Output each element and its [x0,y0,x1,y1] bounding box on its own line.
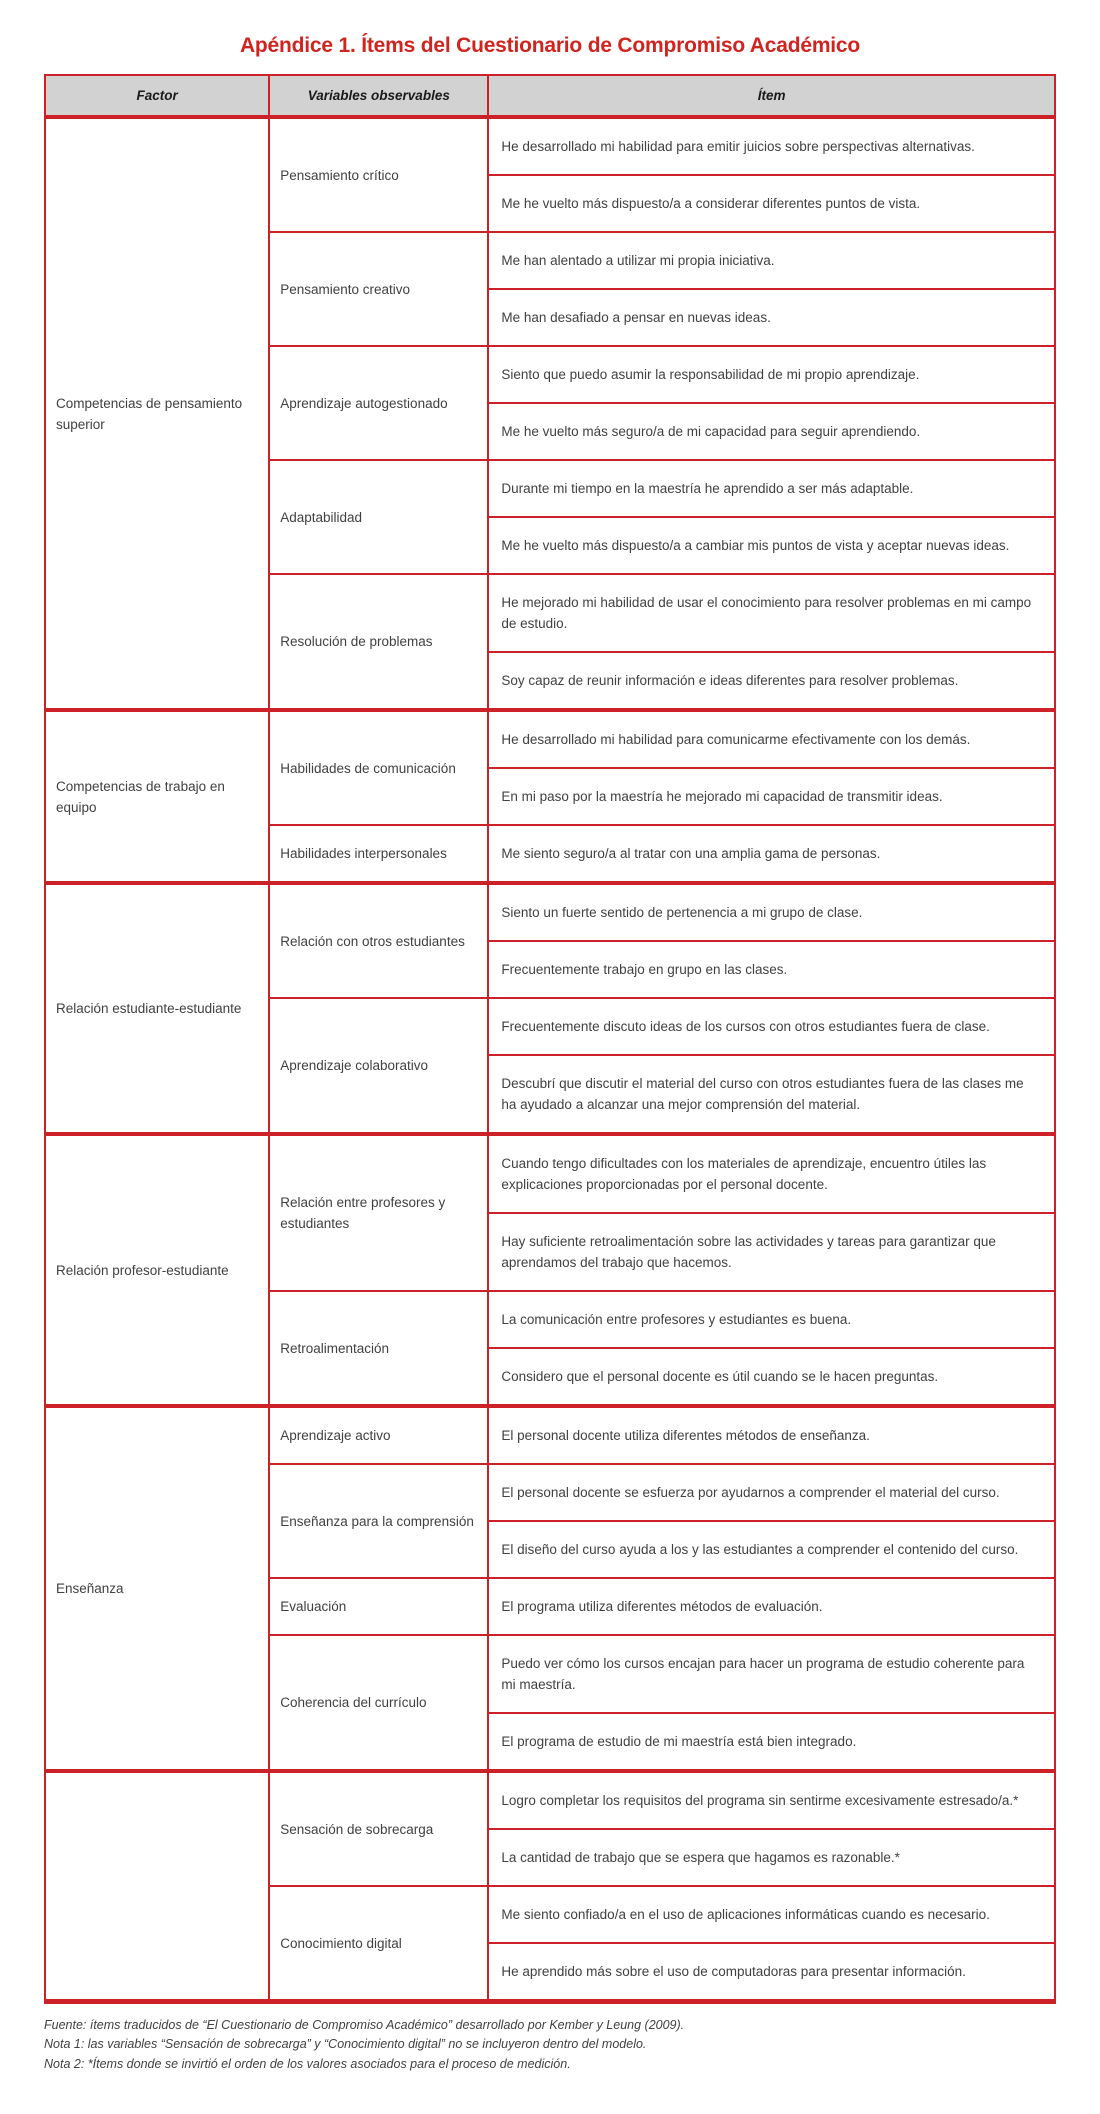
factor-cell [45,1771,269,2002]
variable-cell: Resolución de problemas [269,574,488,710]
item-cell: Cuando tengo dificultades con los materiales de aprendizaje, encuentro útiles las explicaciones proporcionadas por el personal docente. [488,1134,1055,1213]
table-row [45,710,1055,768]
variable-cell: Conocimiento digital [269,1886,488,2002]
item-cell: Me siento seguro/a al tratar con una amplia gama de personas. [488,825,1055,883]
factor-cell: Relación profesor-estudiante [45,1134,269,1406]
item-cell: Descubrí que discutir el material del curso con otros estudiantes fuera de las clases me ha ayudado a alcanzar una mejor comprensión del material. [488,1055,1055,1134]
item-cell: Siento que puedo asumir la responsabilidad de mi propio aprendizaje. [488,346,1055,403]
item-cell: He desarrollado mi habilidad para emitir juicios sobre perspectivas alternativas. [488,117,1055,175]
table-row [45,117,1055,175]
variable-cell: Aprendizaje colaborativo [269,998,488,1134]
factor-cell: Enseñanza [45,1406,269,1771]
item-cell: El diseño del curso ayuda a los y las estudiantes a comprender el contenido del curso. [488,1521,1055,1578]
variable-cell: Pensamiento creativo [269,232,488,346]
variable-cell: Aprendizaje autogestionado [269,346,488,460]
item-cell: Hay suficiente retroalimentación sobre las actividades y tareas para garantizar que aprendamos del trabajo que hacemos. [488,1213,1055,1291]
item-cell: Siento un fuerte sentido de pertenencia a mi grupo de clase. [488,883,1055,941]
footnotes [44,2016,1056,2074]
item-cell: Me siento confiado/a en el uso de aplicaciones informáticas cuando es necesario. [488,1886,1055,1943]
variable-cell: Evaluación [269,1578,488,1635]
table-body [45,117,1055,2002]
variable-cell: Habilidades interpersonales [269,825,488,883]
item-cell: Me han desafiado a pensar en nuevas ideas. [488,289,1055,346]
item-cell: He desarrollado mi habilidad para comunicarme efectivamente con los demás. [488,710,1055,768]
item-cell: La comunicación entre profesores y estudiantes es buena. [488,1291,1055,1348]
item-cell: Frecuentemente trabajo en grupo en las clases. [488,941,1055,998]
footnote-note1: Nota 1: las variables “Sensación de sobrecarga” y “Conocimiento digital” no se incluyeron dentro del modelo. [44,2037,647,2052]
item-cell: En mi paso por la maestría he mejorado mi capacidad de transmitir ideas. [488,768,1055,825]
item-cell: El personal docente se esfuerza por ayudarnos a comprender el material del curso. [488,1464,1055,1521]
item-cell: Puedo ver cómo los cursos encajan para hacer un programa de estudio coherente para mi maestría. [488,1635,1055,1713]
variable-cell: Coherencia del currículo [269,1635,488,1771]
col-header-factor: Factor [45,75,269,117]
table-row [45,1406,1055,1464]
factor-cell: Competencias de pensamiento superior [45,117,269,710]
variable-cell: Relación entre profesores y estudiantes [269,1134,488,1291]
variable-cell: Retroalimentación [269,1291,488,1406]
item-cell: Soy capaz de reunir información e ideas diferentes para resolver problemas. [488,652,1055,710]
variable-cell: Adaptabilidad [269,460,488,574]
variable-cell: Sensación de sobrecarga [269,1771,488,1886]
item-cell: La cantidad de trabajo que se espera que hagamos es razonable.* [488,1829,1055,1886]
item-cell: He aprendido más sobre el uso de computadoras para presentar información. [488,1943,1055,2002]
item-cell: Me he vuelto más seguro/a de mi capacidad para seguir aprendiendo. [488,403,1055,460]
table-header [45,75,1055,117]
table-row [45,1134,1055,1213]
variable-cell: Pensamiento crítico [269,117,488,232]
item-cell: Frecuentemente discuto ideas de los cursos con otros estudiantes fuera de clase. [488,998,1055,1055]
variable-cell: Relación con otros estudiantes [269,883,488,998]
table-row [45,883,1055,941]
col-header-variables: Variables observables [269,75,488,117]
variable-cell: Aprendizaje activo [269,1406,488,1464]
item-cell: El programa utiliza diferentes métodos de evaluación. [488,1578,1055,1635]
footnote-source: Fuente: ítems traducidos de “El Cuestionario de Compromiso Académico” desarrollado por Kember y Leung (2009). [44,2018,685,2032]
header-row [45,75,1055,117]
item-cell: Logro completar los requisitos del programa sin sentirme excesivamente estresado/a.* [488,1771,1055,1829]
variable-cell: Enseñanza para la comprensión [269,1464,488,1578]
item-cell: He mejorado mi habilidad de usar el conocimiento para resolver problemas en mi campo de estudio. [488,574,1055,652]
appendix-title: Apéndice 1. Ítems del Cuestionario de Compromiso Académico [239,34,861,57]
item-cell: El programa de estudio de mi maestría está bien integrado. [488,1713,1055,1771]
col-header-item: Ítem [488,75,1055,117]
variable-cell: Habilidades de comunicación [269,710,488,825]
item-cell: Me han alentado a utilizar mi propia iniciativa. [488,232,1055,289]
item-cell: Me he vuelto más dispuesto/a a cambiar mis puntos de vista y aceptar nuevas ideas. [488,517,1055,574]
item-cell: Considero que el personal docente es útil cuando se le hacen preguntas. [488,1348,1055,1406]
factor-cell: Relación estudiante-estudiante [45,883,269,1134]
item-cell: El personal docente utiliza diferentes métodos de enseñanza. [488,1406,1055,1464]
factor-cell: Competencias de trabajo en equipo [45,710,269,883]
item-cell: Durante mi tiempo en la maestría he aprendido a ser más adaptable. [488,460,1055,517]
questionnaire-table [44,74,1056,2004]
table-row [45,1771,1055,1829]
item-cell: Me he vuelto más dispuesto/a a considerar diferentes puntos de vista. [488,175,1055,232]
footnote-note2: Nota 2: *Ítems donde se invirtió el orden de los valores asociados para el proceso de medición. [44,2056,571,2071]
